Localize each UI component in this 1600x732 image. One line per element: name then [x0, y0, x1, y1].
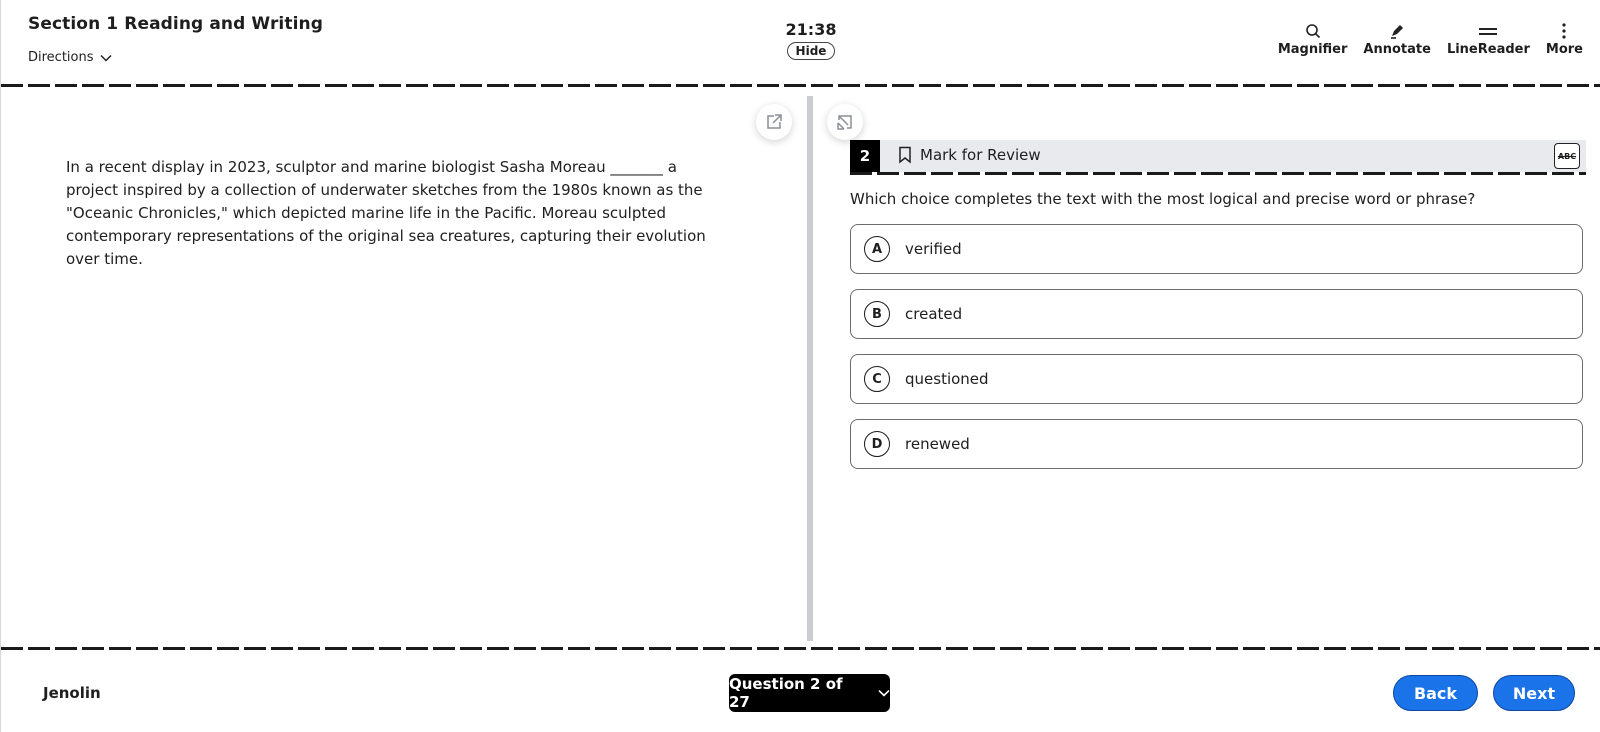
- next-button[interactable]: Next: [1493, 675, 1575, 711]
- choice-text: verified: [905, 240, 962, 258]
- collapse-question-button[interactable]: [827, 104, 863, 140]
- linereader-label: LineReader: [1446, 42, 1530, 57]
- answer-choice-d[interactable]: [850, 419, 1583, 469]
- student-name: Jenolin: [43, 684, 101, 702]
- collapse-icon: [836, 113, 854, 131]
- abc-strikethrough-icon: ABC: [1557, 151, 1577, 161]
- chevron-down-icon: [100, 54, 112, 62]
- linereader-button[interactable]: [1439, 22, 1538, 57]
- question-divider: [850, 172, 1586, 175]
- mark-for-review-button[interactable]: [898, 146, 1041, 164]
- timer-area: [761, 20, 861, 60]
- mark-for-review-label: Mark for Review: [920, 146, 1041, 164]
- expand-passage-button[interactable]: [756, 104, 792, 140]
- header: [1, 0, 1600, 86]
- choice-text: renewed: [905, 435, 970, 453]
- choice-letter: C: [864, 366, 890, 392]
- hide-timer-button[interactable]: Hide: [787, 42, 836, 60]
- question-number: 2: [850, 140, 880, 172]
- question-navigator-button[interactable]: [729, 674, 890, 712]
- chevron-down-icon: [878, 689, 890, 697]
- timer: 21:38: [785, 20, 837, 39]
- back-button[interactable]: Back: [1393, 675, 1478, 711]
- passage-pane: [1, 88, 806, 648]
- answer-choice-b[interactable]: [850, 289, 1583, 339]
- more-vertical-icon: [1560, 22, 1568, 40]
- choice-text: created: [905, 305, 963, 323]
- bookmark-icon: [898, 146, 912, 164]
- annotate-button[interactable]: [1355, 22, 1439, 57]
- magnifier-button[interactable]: [1270, 22, 1356, 57]
- annotate-pen-icon: [1388, 22, 1406, 40]
- answer-choice-c[interactable]: [850, 354, 1583, 404]
- toolbar: [1270, 22, 1591, 57]
- choice-letter: D: [864, 431, 890, 457]
- choice-letter: B: [864, 301, 890, 327]
- choice-text: questioned: [905, 370, 989, 388]
- question-navigator-label: Question 2 of 27: [729, 675, 843, 711]
- magnifier-label: Magnifier: [1277, 42, 1348, 57]
- linereader-icon: [1478, 22, 1498, 40]
- question-header-bar: [850, 140, 1586, 172]
- question-pane: [813, 88, 1600, 648]
- header-divider: [1, 84, 1600, 87]
- choice-letter: A: [864, 236, 890, 262]
- answer-eliminator-button[interactable]: [1554, 143, 1580, 169]
- footer-divider: [1, 647, 1600, 650]
- section-title: Section 1 Reading and Writing: [28, 14, 323, 34]
- more-button[interactable]: [1538, 22, 1591, 57]
- directions-label: Directions: [28, 50, 94, 65]
- more-label: More: [1545, 42, 1583, 57]
- question-prompt: Which choice completes the text with the most logical and precise word or phrase?: [850, 190, 1476, 208]
- magnifier-icon: [1304, 22, 1322, 40]
- answer-choice-a[interactable]: [850, 224, 1583, 274]
- expand-icon: [765, 113, 783, 131]
- annotate-label: Annotate: [1363, 42, 1431, 57]
- directions-toggle[interactable]: [28, 50, 112, 65]
- passage-text: In a recent display in 2023, sculptor and marine biologist Sasha Moreau _______ a project inspired by a collection of underwater sketches from the 1980s known as the "Oceanic Chronicles," which depicted marine life in the Pacific. Moreau sculpted contemporary representations of the original sea creatures, capturing their evolution over time.: [66, 158, 706, 268]
